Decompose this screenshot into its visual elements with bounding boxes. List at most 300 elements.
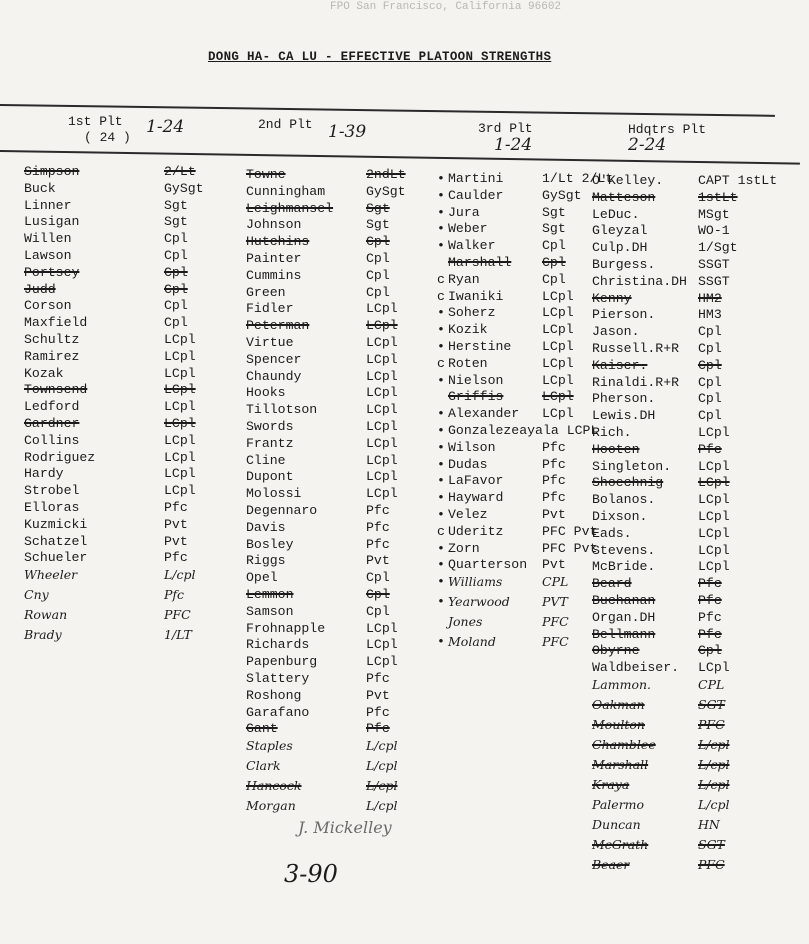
roster-rank: Pvt bbox=[164, 533, 188, 549]
roster-name: Bolanos. bbox=[592, 492, 656, 508]
roster-name: Johnson bbox=[246, 217, 302, 233]
roster-row bbox=[24, 231, 224, 248]
platoon-4-roster bbox=[592, 173, 792, 877]
roster-rank: Pfc bbox=[366, 721, 390, 737]
roster-rank: LCpl bbox=[366, 654, 398, 670]
roster-name: Hooks bbox=[246, 385, 286, 401]
roster-rank: Pfc bbox=[164, 550, 188, 566]
roster-row bbox=[24, 607, 224, 627]
roster-rank: Sgt bbox=[542, 221, 566, 237]
roster-rank: GySgt bbox=[366, 183, 406, 199]
roster-rank: L/cpl bbox=[366, 798, 398, 814]
roster-name: Papenburg bbox=[246, 654, 318, 670]
roster-row bbox=[436, 188, 596, 205]
roster-row bbox=[436, 389, 596, 406]
roster-name: Rinaldi.R+R bbox=[592, 374, 680, 390]
roster-name: Oakman bbox=[592, 696, 645, 712]
roster-rank: LCpl bbox=[698, 458, 730, 474]
roster-rank: Cpl bbox=[698, 643, 722, 659]
roster-rank: LCpl bbox=[164, 382, 196, 398]
roster-mark: • bbox=[437, 439, 445, 455]
roster-name: Opel bbox=[246, 570, 278, 586]
roster-rank: LCpl bbox=[366, 637, 398, 653]
roster-rank: PFC bbox=[542, 634, 569, 650]
roster-row bbox=[246, 335, 456, 352]
roster-row bbox=[592, 717, 792, 737]
roster-name: Elloras bbox=[24, 499, 80, 515]
roster-rank: Pvt bbox=[542, 506, 566, 522]
roster-rank: SGT bbox=[698, 836, 725, 852]
roster-rank: LCpl bbox=[164, 415, 196, 431]
roster-rank: Cpl bbox=[366, 603, 390, 619]
roster-rank: Cpl bbox=[542, 238, 566, 254]
roster-row bbox=[592, 341, 792, 358]
roster-row bbox=[592, 509, 792, 526]
roster-name: Gant bbox=[246, 721, 278, 737]
roster-name: Marshall bbox=[592, 756, 649, 772]
roster-rank: LCpl bbox=[366, 620, 398, 636]
roster-row bbox=[246, 688, 456, 705]
roster-name: Riggs bbox=[246, 553, 286, 569]
roster-rank: SSGT bbox=[698, 256, 730, 272]
roster-rank: LCpl bbox=[698, 492, 730, 508]
roster-name: Schultz bbox=[24, 331, 80, 347]
roster-rank: Pfc bbox=[366, 670, 390, 686]
roster-rank: Pfc bbox=[698, 609, 722, 625]
roster-row bbox=[592, 677, 792, 697]
roster-rank: L/cpl bbox=[698, 796, 730, 812]
roster-rank: PFC bbox=[698, 716, 725, 732]
roster-row bbox=[246, 570, 456, 587]
roster-rank: Sgt bbox=[542, 204, 566, 220]
roster-name: Zorn bbox=[448, 540, 480, 556]
header-platoon-1 bbox=[68, 114, 123, 129]
roster-row bbox=[246, 251, 456, 268]
roster-name: Iwaniki bbox=[448, 288, 504, 304]
roster-rank: LCpl bbox=[164, 449, 196, 465]
roster-row bbox=[436, 490, 596, 507]
roster-name: Bellmann bbox=[592, 626, 656, 642]
roster-name: Lawson bbox=[24, 247, 72, 263]
roster-rank: Pfc bbox=[542, 473, 566, 489]
roster-row bbox=[246, 621, 456, 638]
roster-row bbox=[24, 416, 224, 433]
roster-mark: • bbox=[437, 574, 445, 590]
roster-name: Soherz bbox=[448, 305, 496, 321]
roster-rank: Cpl bbox=[698, 357, 722, 373]
roster-row bbox=[592, 257, 792, 274]
roster-row bbox=[436, 614, 596, 634]
roster-rank: LCpl bbox=[698, 542, 730, 558]
roster-name: Wheeler bbox=[24, 567, 78, 583]
roster-name: Morgan bbox=[246, 798, 296, 814]
roster-rank: LCpl bbox=[164, 432, 196, 448]
roster-name: Simpson bbox=[24, 164, 80, 179]
roster-row bbox=[24, 534, 224, 551]
roster-rank: Cpl bbox=[366, 234, 390, 250]
roster-mark: • bbox=[437, 204, 445, 220]
roster-name: Garafano bbox=[246, 704, 310, 720]
roster-mark: • bbox=[437, 594, 445, 610]
roster-rank: Pfc bbox=[542, 439, 566, 455]
roster-row bbox=[592, 697, 792, 717]
roster-name: Matteson bbox=[592, 189, 656, 205]
roster-name: Lusigan bbox=[24, 214, 80, 230]
roster-name: Quarterson bbox=[448, 557, 528, 573]
roster-rank: LCpl bbox=[542, 338, 574, 354]
roster-row bbox=[436, 524, 596, 541]
roster-rank: Pvt bbox=[366, 687, 390, 703]
roster-rank: Cpl bbox=[164, 231, 188, 247]
roster-name: Cummins bbox=[246, 267, 302, 283]
roster-mark: c bbox=[437, 271, 445, 287]
roster-name: Kuzmicki bbox=[24, 516, 88, 532]
roster-row bbox=[24, 567, 224, 587]
roster-row bbox=[246, 217, 456, 234]
roster-name: Lewis.DH bbox=[592, 408, 656, 424]
roster-name: Pherson. bbox=[592, 391, 656, 407]
signature: J. Mickelley bbox=[298, 818, 392, 837]
roster-rank: Cpl bbox=[698, 340, 722, 356]
roster-rank: L/cpl bbox=[366, 758, 398, 774]
roster-rank: LCpl bbox=[698, 508, 730, 524]
roster-row bbox=[24, 366, 224, 383]
roster-rank: Cpl bbox=[542, 254, 566, 270]
roster-rank: CPL bbox=[698, 676, 725, 692]
header-platoon-1-count: 1-24 bbox=[146, 117, 185, 137]
roster-name: Rowan bbox=[24, 607, 68, 623]
roster-rank: L/cpl bbox=[698, 776, 730, 792]
roster-mark: • bbox=[437, 372, 445, 388]
roster-row bbox=[246, 654, 456, 671]
roster-rank: L/cpl bbox=[164, 567, 196, 583]
roster-row bbox=[246, 486, 456, 503]
roster-mark: • bbox=[437, 473, 445, 489]
roster-rank: LCpl bbox=[366, 385, 398, 401]
roster-row bbox=[246, 369, 456, 386]
roster-name: Ryan bbox=[448, 271, 480, 287]
roster-row bbox=[592, 543, 792, 560]
roster-rank: Pfc bbox=[698, 592, 722, 608]
roster-name: McBride. bbox=[592, 559, 656, 575]
roster-name: Corson bbox=[24, 298, 72, 314]
roster-rank: Pfc bbox=[698, 441, 722, 457]
roster-name: Schatzel bbox=[24, 533, 88, 549]
roster-rank: 2/Lt bbox=[164, 164, 196, 179]
roster-row bbox=[246, 637, 456, 654]
roster-name: Velez bbox=[448, 506, 488, 522]
roster-rank: LCpl bbox=[366, 402, 398, 418]
roster-rank: 2ndLt bbox=[366, 167, 406, 182]
platoon-1-roster bbox=[24, 164, 224, 647]
roster-rank: L/cpl bbox=[698, 756, 730, 772]
roster-row bbox=[436, 205, 596, 222]
roster-name: Maxfield bbox=[24, 315, 88, 331]
roster-row bbox=[436, 322, 596, 339]
roster-name: Buchanan bbox=[592, 592, 656, 608]
roster-rank: LCpl bbox=[164, 399, 196, 415]
roster-row bbox=[592, 442, 792, 459]
roster-row bbox=[24, 550, 224, 567]
roster-row bbox=[246, 705, 456, 722]
roster-row bbox=[592, 660, 792, 677]
roster-name: Virtue bbox=[246, 334, 294, 350]
roster-name: Buck bbox=[24, 180, 56, 196]
roster-row bbox=[436, 473, 596, 490]
roster-rank: LCpl bbox=[366, 452, 398, 468]
roster-row bbox=[436, 238, 596, 255]
roster-name: Hardy bbox=[24, 466, 64, 482]
roster-row bbox=[436, 541, 596, 558]
roster-row bbox=[246, 436, 456, 453]
roster-row bbox=[436, 422, 599, 440]
roster-mark: • bbox=[437, 557, 445, 573]
roster-name: McGrath bbox=[592, 836, 649, 852]
roster-row bbox=[436, 594, 596, 614]
roster-rank: Pfc bbox=[698, 576, 722, 592]
platoon-2-roster bbox=[246, 167, 456, 818]
roster-name: Wilson bbox=[448, 439, 496, 455]
roster-row bbox=[592, 274, 792, 291]
roster-row bbox=[436, 457, 596, 474]
roster-name: Moulton bbox=[592, 716, 645, 732]
roster-name: Kaiser. bbox=[592, 357, 648, 373]
roster-name: Jura bbox=[448, 204, 480, 220]
handwritten-note: 3-90 bbox=[284, 860, 338, 888]
roster-rank: PVT bbox=[542, 594, 568, 610]
roster-name: O'Kelley. bbox=[592, 173, 664, 188]
roster-name: Richards bbox=[246, 637, 310, 653]
roster-mark: • bbox=[437, 422, 445, 438]
roster-row bbox=[436, 289, 596, 306]
roster-row bbox=[24, 399, 224, 416]
roster-mark: c bbox=[437, 523, 445, 539]
roster-rank: Pfc bbox=[366, 519, 390, 535]
roster-row bbox=[436, 634, 596, 654]
roster-name: Nielson bbox=[448, 372, 504, 388]
roster-row bbox=[592, 737, 792, 757]
roster-name: Molossi bbox=[246, 486, 302, 502]
roster-rank: HM3 bbox=[698, 307, 722, 323]
roster-rank: LCpl bbox=[366, 368, 398, 384]
roster-row bbox=[246, 758, 456, 778]
roster-row bbox=[246, 402, 456, 419]
roster-name: Chamblee bbox=[592, 736, 656, 752]
roster-name: Slattery bbox=[246, 670, 310, 686]
roster-rank: LCpl bbox=[366, 435, 398, 451]
roster-name: LaFavor bbox=[448, 473, 504, 489]
roster-rank: Pfc bbox=[164, 499, 188, 515]
roster-rank: L/cpl bbox=[698, 736, 730, 752]
roster-row bbox=[592, 797, 792, 817]
roster-row bbox=[246, 268, 456, 285]
roster-name: Hooten bbox=[592, 441, 640, 457]
roster-row bbox=[246, 553, 456, 570]
roster-row bbox=[24, 500, 224, 517]
roster-rank: LCpl bbox=[698, 475, 730, 491]
roster-row bbox=[246, 285, 456, 302]
roster-row bbox=[436, 339, 596, 356]
roster-name: Rich. bbox=[592, 424, 632, 440]
roster-mark: • bbox=[437, 456, 445, 472]
roster-rank: LCpl bbox=[542, 406, 574, 422]
roster-name: Caulder bbox=[448, 187, 504, 203]
roster-rank: GySgt bbox=[164, 180, 204, 196]
roster-name: Dudas bbox=[448, 456, 488, 472]
roster-row bbox=[246, 167, 456, 184]
roster-mark: • bbox=[437, 238, 445, 254]
roster-rank: WO-1 bbox=[698, 223, 730, 239]
roster-row bbox=[592, 207, 792, 224]
roster-name: Kozak bbox=[24, 365, 64, 381]
header-platoon-1-label: 1st Plt bbox=[68, 114, 123, 129]
roster-name: Stevens. bbox=[592, 542, 656, 558]
roster-name: Gardner bbox=[24, 415, 80, 431]
roster-rank: PFC bbox=[164, 607, 191, 623]
roster-rank: 1/LT bbox=[164, 627, 192, 643]
roster-row bbox=[592, 223, 792, 240]
roster-mark: • bbox=[437, 305, 445, 321]
roster-row bbox=[592, 492, 792, 509]
roster-row bbox=[436, 440, 596, 457]
roster-name: Hutchins bbox=[246, 234, 310, 250]
roster-mark: • bbox=[437, 338, 445, 354]
roster-mark: • bbox=[437, 187, 445, 203]
roster-rank: LCpl bbox=[698, 424, 730, 440]
roster-rank: 1stLt bbox=[698, 189, 738, 205]
roster-row bbox=[24, 298, 224, 315]
roster-row bbox=[246, 234, 456, 251]
roster-row bbox=[436, 507, 596, 524]
roster-rank: Cpl bbox=[698, 374, 722, 390]
roster-rank: LCpl bbox=[366, 334, 398, 350]
roster-row bbox=[592, 576, 792, 593]
roster-name: Christina.DH bbox=[592, 273, 687, 289]
roster-row bbox=[24, 214, 224, 231]
roster-rank: LCpl bbox=[366, 486, 398, 502]
roster-name: Kraya bbox=[592, 776, 630, 792]
roster-name: Ramirez bbox=[24, 348, 80, 364]
roster-name: Eads. bbox=[592, 525, 632, 541]
roster-name: Lammon. bbox=[592, 676, 652, 692]
roster-rank: LCpl bbox=[542, 389, 574, 405]
header-bottom-rule bbox=[0, 150, 800, 165]
roster-name: Jones bbox=[448, 614, 483, 630]
roster-rank: Pfc bbox=[366, 704, 390, 720]
roster-rank: Cpl bbox=[366, 570, 390, 586]
roster-name: Tillotson bbox=[246, 402, 318, 418]
roster-rank: LCpl bbox=[366, 351, 398, 367]
roster-row bbox=[246, 469, 456, 486]
roster-row bbox=[592, 459, 792, 476]
roster-row bbox=[592, 425, 792, 442]
roster-row bbox=[246, 385, 456, 402]
roster-row bbox=[24, 265, 224, 282]
roster-name: Spencer bbox=[246, 351, 302, 367]
roster-name: Kozik bbox=[448, 322, 488, 338]
roster-row bbox=[436, 221, 596, 238]
roster-rank: SGT bbox=[698, 696, 725, 712]
roster-row bbox=[592, 817, 792, 837]
roster-row bbox=[24, 450, 224, 467]
roster-name: Griffis bbox=[448, 389, 504, 405]
roster-row bbox=[436, 557, 596, 574]
roster-row bbox=[24, 587, 224, 607]
roster-row bbox=[592, 559, 792, 576]
roster-rank: Cpl bbox=[366, 586, 390, 602]
roster-row bbox=[592, 475, 792, 492]
roster-name: Dixson. bbox=[592, 508, 648, 524]
roster-name: Collins bbox=[24, 432, 80, 448]
roster-name: Yearwood bbox=[448, 594, 510, 610]
roster-row bbox=[24, 627, 224, 647]
roster-row bbox=[592, 777, 792, 797]
roster-name: Leighmansel bbox=[246, 200, 334, 216]
roster-name: Gonzalezeayala LCPL bbox=[448, 422, 599, 438]
roster-row bbox=[24, 433, 224, 450]
roster-rank: Cpl bbox=[366, 250, 390, 266]
roster-rank: Sgt bbox=[164, 197, 188, 213]
roster-row bbox=[436, 574, 596, 594]
roster-name: Bosley bbox=[246, 536, 294, 552]
roster-row bbox=[592, 643, 792, 660]
roster-rank: Sgt bbox=[164, 214, 188, 230]
roster-name: Degennaro bbox=[246, 502, 318, 518]
roster-name: Uderitz bbox=[448, 523, 504, 539]
roster-name: Obyrne bbox=[592, 643, 640, 659]
roster-row bbox=[592, 593, 792, 610]
roster-name: Willen bbox=[24, 231, 72, 247]
roster-name: Staples bbox=[246, 738, 293, 754]
roster-name: Cline bbox=[246, 452, 286, 468]
roster-row bbox=[246, 520, 456, 537]
roster-name: Walker bbox=[448, 238, 496, 254]
roster-name: Jason. bbox=[592, 324, 640, 340]
roster-name: Kenny bbox=[592, 290, 632, 306]
roster-row bbox=[592, 526, 792, 543]
roster-name: Chaundy bbox=[246, 368, 302, 384]
roster-name: Moland bbox=[448, 634, 496, 650]
roster-row bbox=[246, 604, 456, 621]
roster-rank: LCpl bbox=[542, 322, 574, 338]
roster-row bbox=[246, 721, 456, 738]
roster-name: Gleyzal bbox=[592, 223, 648, 239]
roster-name: Lemmon bbox=[246, 586, 294, 602]
roster-name: Linner bbox=[24, 197, 72, 213]
roster-name: Peterman bbox=[246, 318, 310, 334]
roster-name: Herstine bbox=[448, 338, 512, 354]
roster-rank: Cpl bbox=[164, 281, 188, 297]
roster-name: Alexander bbox=[448, 406, 520, 422]
roster-rank: LCpl bbox=[366, 301, 398, 317]
roster-rank: Pfc bbox=[164, 587, 185, 603]
roster-rank: Pfc bbox=[542, 490, 566, 506]
roster-rank: LCpl bbox=[164, 348, 196, 364]
roster-name: Beaer bbox=[592, 856, 630, 872]
roster-row bbox=[24, 382, 224, 399]
roster-mark: • bbox=[437, 322, 445, 338]
roster-name: Shoechnig bbox=[592, 475, 664, 491]
roster-name: Portsey bbox=[24, 264, 80, 280]
roster-rank: LCpl bbox=[366, 418, 398, 434]
roster-mark: • bbox=[437, 540, 445, 556]
header-platoon-3-label: 3rd Plt bbox=[478, 121, 533, 136]
roster-name: Rodriguez bbox=[24, 449, 96, 465]
roster-row bbox=[24, 181, 224, 198]
roster-row bbox=[592, 240, 792, 257]
header-platoon-2-label: 2nd Plt bbox=[258, 117, 313, 132]
roster-rank: LCpl bbox=[366, 469, 398, 485]
